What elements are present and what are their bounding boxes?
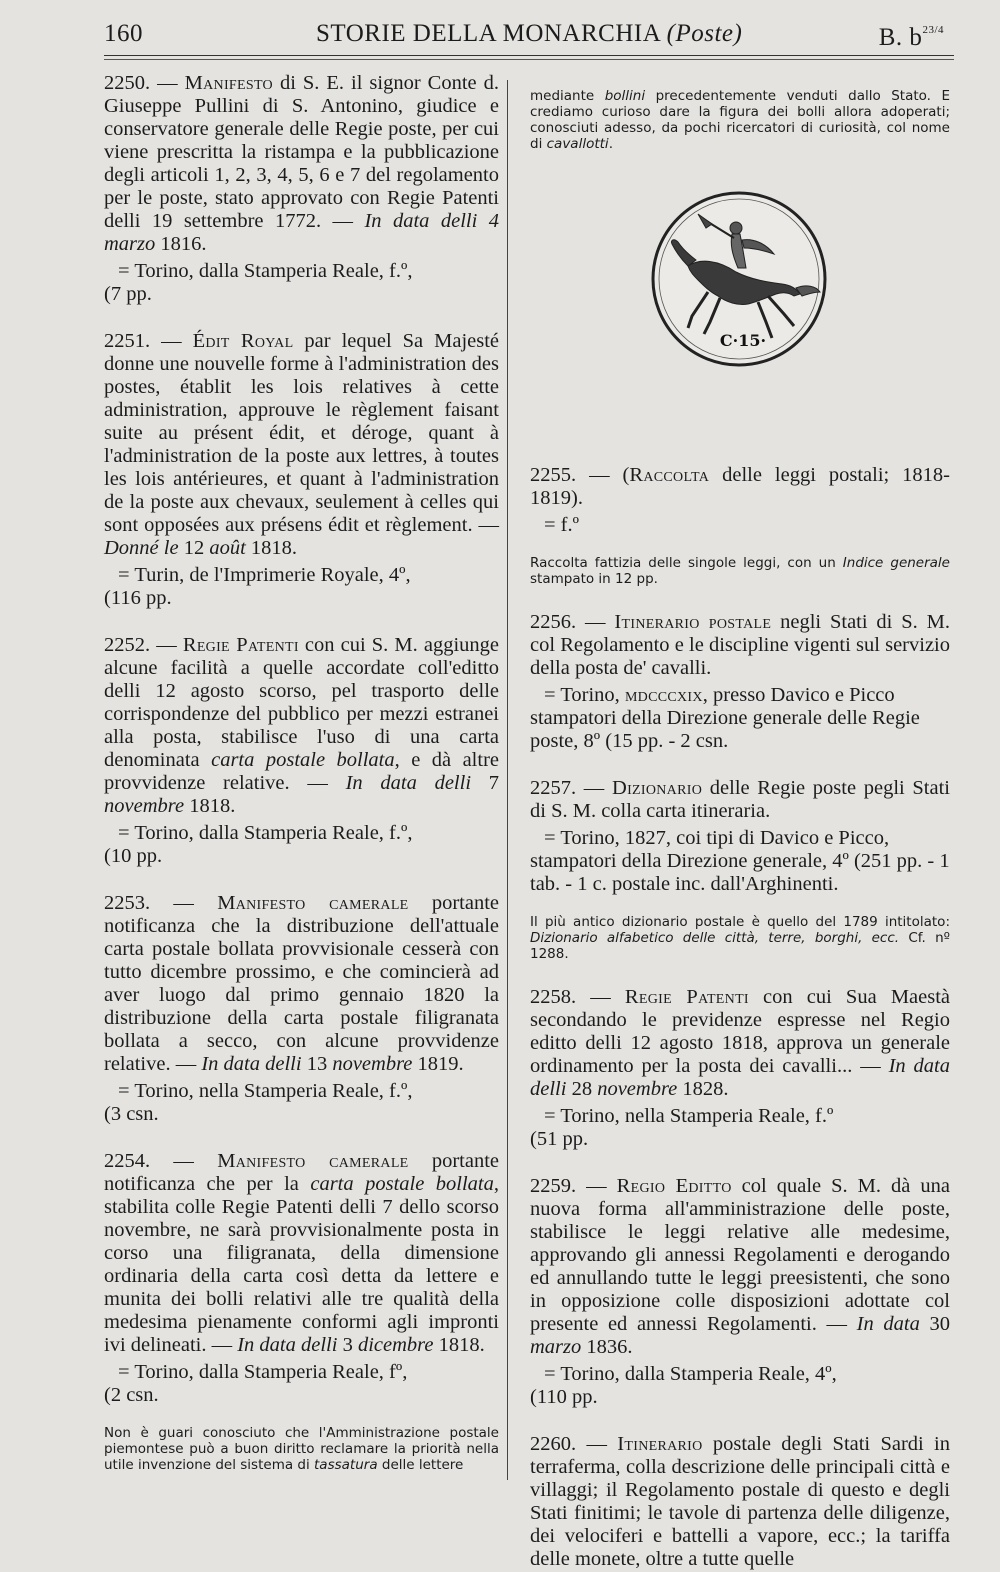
entry-2251-imprint xyxy=(104,564,499,610)
note-text: Il più antico dizionario postale è quello del 1789 intitolato: xyxy=(530,914,950,930)
entry-keyword: Itinerario postale xyxy=(614,611,772,633)
entry-number: 2254. — xyxy=(104,1150,218,1172)
entry-text: col quale S. M. dà una nuova forma all'amministrazione delle poste, stabilisce le leggi relative alle medesime, approvando gli annessi Regolamenti e derogando ed annullando tutte le leggi preesistenti, che sono in opposizione colle disposizioni adottate col presente ed annessi Regolamenti. — xyxy=(530,1175,950,1335)
entry-number: 2252. — xyxy=(104,634,183,656)
header-rule xyxy=(104,55,954,56)
entry-italic-term: carta postale bollata xyxy=(310,1173,494,1195)
note-text-tail: stampato in 12 pp. xyxy=(530,571,658,587)
entry-keyword: Regio Editto xyxy=(616,1175,732,1197)
entry-keyword: Manifesto xyxy=(184,72,273,94)
column-rule xyxy=(507,80,508,1480)
stamp-value-label: C·15· xyxy=(719,331,767,350)
imprint-pages: (3 csn. xyxy=(104,1103,159,1125)
entry-date-tail: 1818. xyxy=(245,537,298,559)
entry-date: In data delli xyxy=(345,772,472,794)
imprint-line: = Torino, nella Stamperia Reale, f.º, xyxy=(118,1080,413,1102)
entry-2256 xyxy=(530,611,950,680)
entry-date-day: 30 xyxy=(919,1313,950,1335)
entry-text: delle Regie poste pegli Stati di S. M. colla carta itineraria. xyxy=(530,777,950,822)
running-title-main: STORIE DELLA MONARCHIA xyxy=(316,20,660,47)
entry-text: par lequel Sa Majesté donne une nouvelle forme à l'administration des postes, établit les lois relatives à cette administration, approuve le règlement faisant suite au présent édit, et déroge, quant à l'administration de la poste aux lettres, à toutes les lois antérieures, et quant à l'administration de la poste aux chevaux, seulement à celles qui sont opposées aux présens édit et règlement. — xyxy=(104,330,500,536)
entry-date-tail: 1818. xyxy=(433,1334,485,1356)
imprint-line: = Torino, dalla Stamperia Reale, f.º, xyxy=(118,822,413,844)
entry-keyword: Manifesto camerale xyxy=(217,1150,409,1172)
imprint-pages: (51 pp. xyxy=(530,1128,589,1150)
entry-number: 2258. — xyxy=(530,986,625,1008)
page-number: 160 xyxy=(104,20,143,47)
entry-date-month: novembre xyxy=(104,795,185,817)
entry-keyword: Regie Patenti xyxy=(624,986,749,1008)
footnote-2254 xyxy=(104,1425,499,1473)
running-title-sub: (Poste) xyxy=(666,20,743,47)
entry-text-cont: , stabilita colle Regie Patenti delli 7 dello scorso novembre, ne sarà provvisionalmente posta in corso una filigranata, della dimensione ordinaria della carta così detta da lettere e munita dei bolli relativi alle tre qualità della medesima pienamente conformi agli impronti ivi delineati. — xyxy=(104,1173,499,1356)
note-italic: bollini xyxy=(604,88,646,104)
note-text: Non è guari conosciuto che l'Amministrazione postale piemontese può a buon diritto reclamare la priorità nella utile invenzione del sistema di xyxy=(104,1425,499,1473)
entry-date-month: août xyxy=(209,537,246,559)
entry-date-day: 7 xyxy=(471,772,499,794)
entry-2252-imprint xyxy=(104,822,499,868)
entry-date-month: marzo xyxy=(530,1336,582,1358)
entry-date-tail: 1828. xyxy=(677,1078,729,1100)
note-italic-2: cavallotti xyxy=(546,136,609,152)
entry-number: 2257. — xyxy=(530,777,612,799)
imprint-line: = Torino, xyxy=(544,684,625,706)
postal-stamp-illustration xyxy=(648,188,830,370)
entry-date-tail: 1818. xyxy=(184,795,236,817)
running-header xyxy=(104,16,954,58)
left-column xyxy=(104,72,499,1473)
entry-date: In data delli xyxy=(201,1053,302,1075)
note-italic: tassatura xyxy=(314,1457,378,1473)
entry-2255 xyxy=(530,464,950,510)
imprint-pages: (110 pp. xyxy=(530,1386,598,1408)
entry-keyword: Itinerario xyxy=(617,1433,703,1455)
note-text-tail: delle lettere xyxy=(377,1457,464,1473)
imprint-line: = Turin, de l'Imprimerie Royale, 4º, xyxy=(118,564,411,586)
entry-number: 2253. — xyxy=(104,892,218,914)
entry-date-day: 13 xyxy=(301,1053,333,1075)
entry-italic-term: carta postale bollata xyxy=(211,749,395,771)
entry-2258 xyxy=(530,986,950,1101)
entry-date: In data delli xyxy=(530,1055,950,1100)
entry-date-day: 3 xyxy=(337,1334,358,1356)
imprint-year: mdcccxix xyxy=(624,684,703,706)
imprint-line: = Torino, dalla Stamperia Reale, fº, xyxy=(118,1361,408,1383)
note-text-cont: precedentemente venduti dallo Stato. E crediamo curioso dare la figura dei bolli allora adoperati; conosciuti adesso, da pochi ricercatori di curiosità, col nome di xyxy=(530,88,951,152)
entry-text: con cui Sua Maestà secondando le previdenze espresse nel Regio editto delli 12 agosto 1818, approva un generale ordinamento per la posta dei cavalli... — xyxy=(530,986,951,1077)
entry-keyword: Raccolta xyxy=(629,464,710,486)
entry-2251 xyxy=(104,330,499,560)
entry-keyword: Manifesto camerale xyxy=(217,892,409,914)
entry-2259 xyxy=(530,1175,950,1359)
entry-2257 xyxy=(530,777,950,823)
note-text-tail: Cf. nº 1288. xyxy=(530,930,950,962)
entry-number: 2255. — ( xyxy=(530,464,630,486)
footnote-2257 xyxy=(530,914,950,962)
entry-2257-imprint xyxy=(530,827,950,896)
entry-number: 2256. — xyxy=(530,611,615,633)
entry-text: negli Stati di S. M. col Regolamento e le discipline vigenti sul servizio della posta de' cavalli. xyxy=(530,611,950,679)
entry-2259-imprint xyxy=(530,1363,950,1409)
entry-date: Donné le xyxy=(104,537,179,559)
entry-number: 2259. — xyxy=(530,1175,617,1197)
entry-2260 xyxy=(530,1433,950,1571)
note-italic: Dizionario alfabetico delle città, terre, borghi, ecc. xyxy=(530,930,900,946)
entry-number: 2251. — xyxy=(104,330,193,352)
note-italic: Indice generale xyxy=(842,555,950,571)
note-text: mediante xyxy=(530,88,605,104)
entry-2256-imprint xyxy=(530,684,950,753)
entry-number: 2260. — xyxy=(530,1433,618,1455)
imprint-line: = Torino, dalla Stamperia Reale, 4º, xyxy=(544,1363,837,1385)
entry-2255-imprint xyxy=(530,514,950,537)
entry-text: portante notificanza che per la xyxy=(104,1150,500,1195)
entry-keyword: Édit Royal xyxy=(192,330,294,352)
entry-2254 xyxy=(104,1150,499,1357)
entry-2253-imprint xyxy=(104,1080,499,1126)
signature-text: B. b xyxy=(878,24,923,51)
entry-date-tail: 1816. xyxy=(155,233,207,255)
entry-date-tail: 1836. xyxy=(581,1336,633,1358)
entry-2253 xyxy=(104,892,499,1076)
entry-2254-imprint xyxy=(104,1361,499,1407)
imprint-line: = Torino, dalla Stamperia Reale, f.º, xyxy=(118,260,413,282)
entry-date-month: novembre xyxy=(597,1078,678,1100)
imprint-line: = Torino, nella Stamperia Reale, f.º xyxy=(544,1105,834,1127)
signature-mark xyxy=(879,24,944,52)
imprint-line-cont: , presso Davico e Picco stampatori della Direzione generale delle Regie poste, 8º (15 pp. - 2 csn. xyxy=(530,684,920,752)
entry-keyword: Dizionario xyxy=(611,777,703,799)
entry-2258-imprint xyxy=(530,1105,950,1151)
entry-2252 xyxy=(104,634,499,818)
footnote-continuation xyxy=(530,88,950,152)
entry-number: 2250. — xyxy=(104,72,185,94)
imprint-pages: (7 pp. xyxy=(104,283,152,305)
entry-date-tail: 1819. xyxy=(412,1053,464,1075)
entry-date: In data xyxy=(856,1313,920,1335)
entry-date-day: 12 xyxy=(178,537,210,559)
entry-text: postale degli Stati Sardi in terraferma, colla descrizione delle principali città e villaggi; il Regolamento postale di questo e degli Stati finitimi; le tavole di partenza delle diligenze, dei velociferi e battelli a vapore, ecc.; la tariffa delle monete, oltre a tutte quelle xyxy=(530,1433,950,1570)
note-text-tail: . xyxy=(608,136,613,152)
entry-keyword: Regie Patenti xyxy=(182,634,299,656)
imprint-pages: (2 csn. xyxy=(104,1384,159,1406)
entry-date-day: 28 xyxy=(566,1078,598,1100)
footnote-2255 xyxy=(530,555,950,587)
imprint-pages: (10 pp. xyxy=(104,845,163,867)
entry-text: con cui S. M. aggiunge alcune facilità a quelle accordate coll'editto delli 12 agosto scorso, pel trasporto delle corrispondenze del pubblico per mezzi estranei alla posta, stabilisce l'uso di una carta denominata xyxy=(104,634,499,771)
note-text: Raccolta fattizia delle singole leggi, con un xyxy=(530,555,843,571)
imprint-pages: (116 pp. xyxy=(104,587,172,609)
entry-2250-imprint xyxy=(104,260,499,306)
signature-sup: 23/4 xyxy=(922,24,944,36)
imprint-line: = Torino, 1827, coi tipi di Davico e Picco, stampatori della Direzione generale, 4º (251 pp. - 1 tab. - 1 c. postale inc. dall'Arghinenti. xyxy=(530,827,950,895)
header-rule-thin xyxy=(104,59,954,60)
entry-text: di S. E. il signor Conte d. Giuseppe Pullini di S. Antonino, giudice e conservatore generale delle Regie poste, per cui viene prescritta la ristampa e la pubblicazione degli articoli 1, 2, 3, 4, 5, 6 e 7 del regolamento per le poste, stato approvato con Regie Patenti delli 19 settembre 1772. — xyxy=(104,72,499,232)
entry-date-month: dicembre xyxy=(357,1334,434,1356)
entry-date: In data delli xyxy=(237,1334,338,1356)
imprint-line: = f.º xyxy=(544,514,579,536)
entry-text: portante notificanza che la distribuzione dell'attuale carta postale bollata provvisionale cesserà con tutto dicembre prossimo, e che comincierà ad aver luogo dal primo gennaio 1820 la distribuzione della carta postale filigranata bollata a secco, con alcune provvidenze relative. — xyxy=(104,892,500,1075)
entry-text: delle leggi postali; 1818-1819). xyxy=(530,464,951,509)
entry-2250 xyxy=(104,72,499,256)
entry-date: In data delli 4 marzo xyxy=(104,210,500,255)
entry-text-cont: , e dà altre provvidenze relative. — xyxy=(104,749,500,794)
running-title xyxy=(316,20,742,48)
entry-date-month: novembre xyxy=(332,1053,413,1075)
